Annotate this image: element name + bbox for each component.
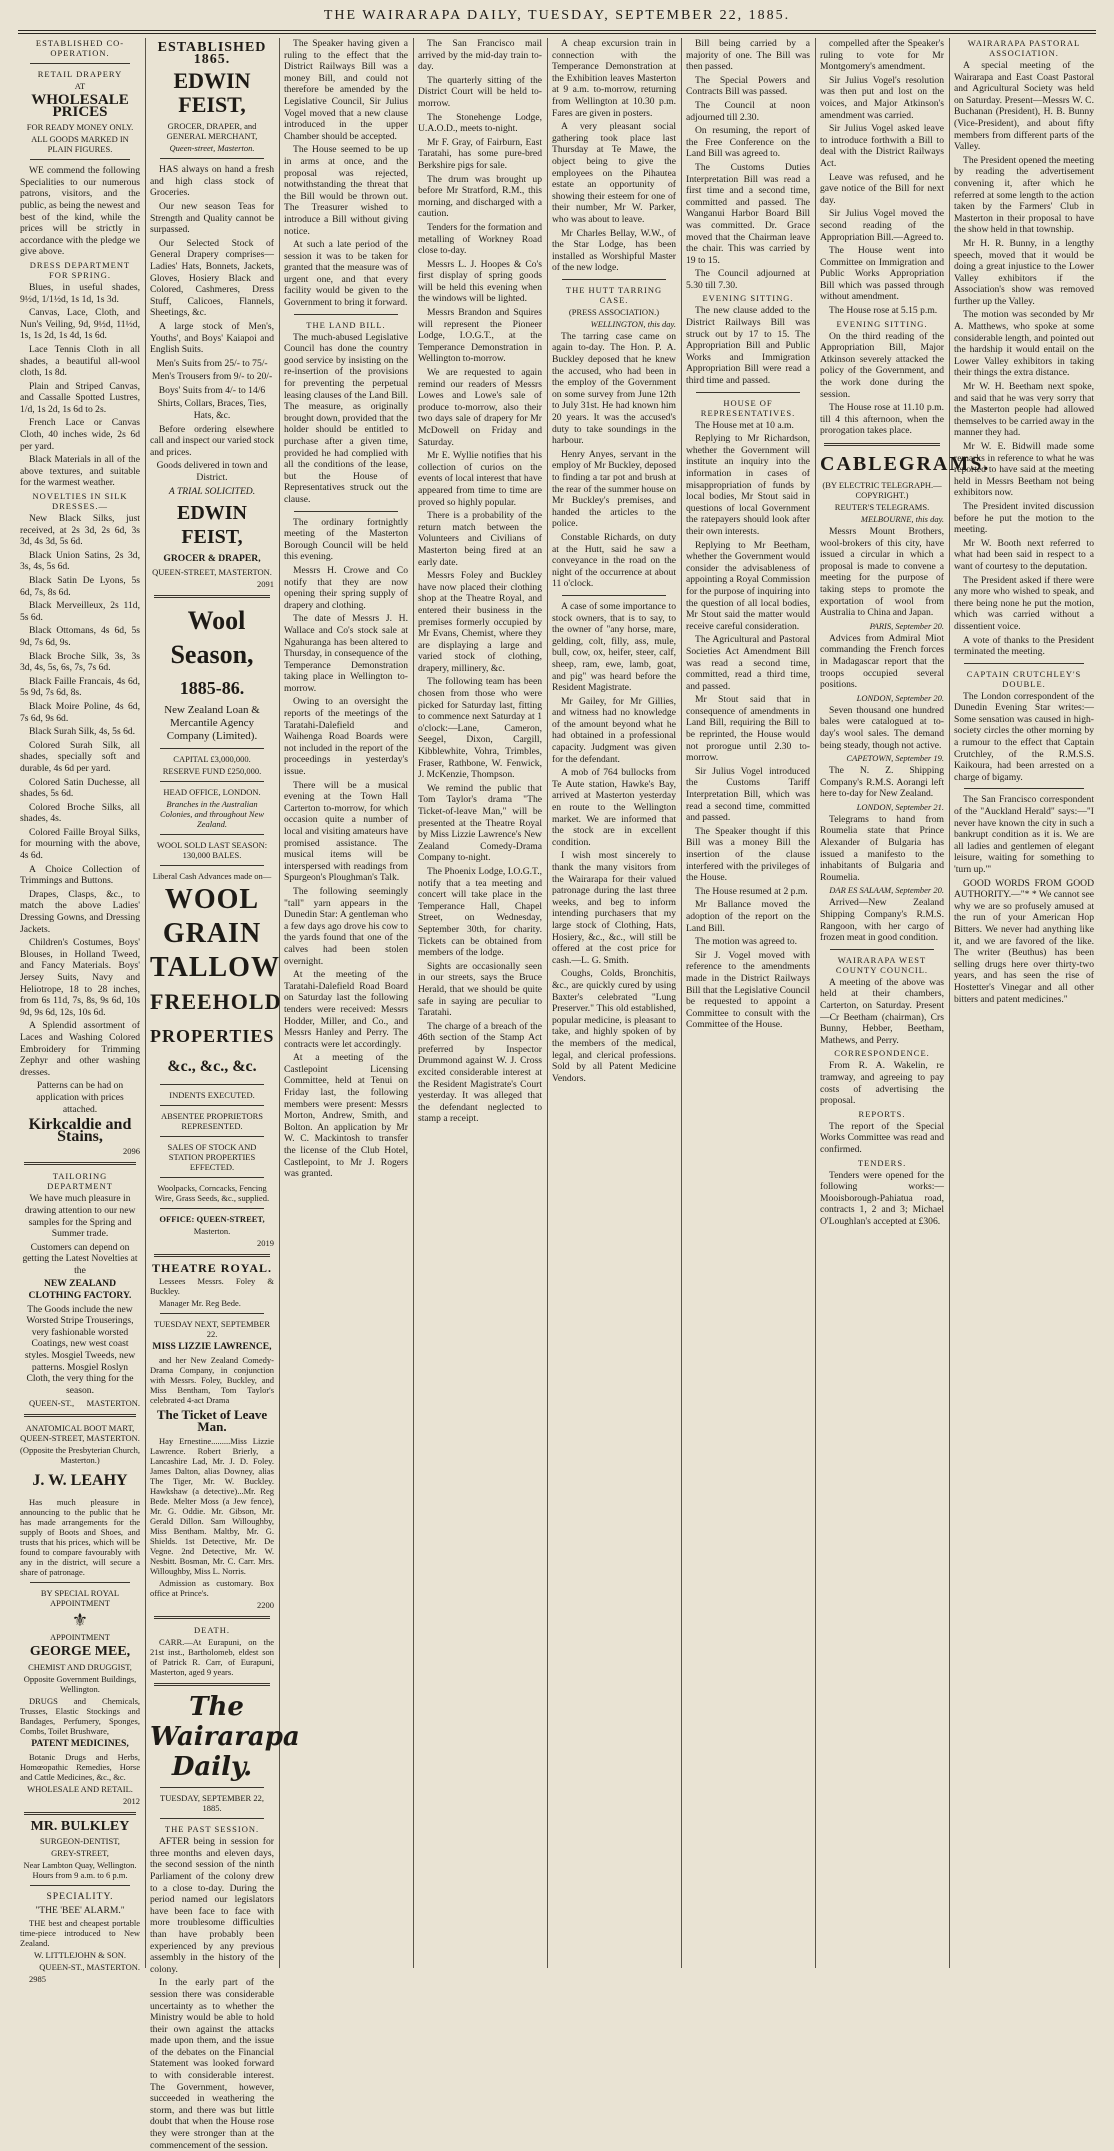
paragraph: Black Satin De Lyons, 5s 6d, 7s, 8s 6d. (20, 575, 140, 598)
column-3 (284, 38, 408, 1968)
masthead-rule-lower (18, 33, 1096, 34)
season-years: 1885-86. (179, 677, 245, 698)
paragraph: The President invited discussion before he put the motion to the meeting. (954, 500, 1094, 536)
paragraph: The President asked if there were any more who wished to speak, and there being none he put the motion, which was carried without a dissentient voice. (954, 574, 1094, 632)
paragraph: A Choice Collection of Trimmings and Buttons. (20, 863, 140, 887)
paragraph: New Black Silks, just received, at 2s 3d, 2s 6d, 3s 3d, 4s 3d, 5s 6d. (20, 513, 140, 548)
paragraph: AFTER being in session for three months and eleven days, the second session of the ninth Parliament of the colony drew to a close to-day. During the period named our legislators have been face to face with more troublesome difficulties than have probably been experienced by any previous assembly in the history of the colony. (150, 1836, 274, 1975)
paragraph: Colored Surah Silk, all shades, specially soft and durable, 4s 6d per yard. (20, 739, 140, 774)
paragraph: At the meeting of the Taratahi-Dalefield Road Board on Saturday last the following tenders were received: Messrs Hodder, Miller, and Co., and Messrs Hanley and Perry. The contracts were let accordingly. (284, 969, 408, 1050)
text: CHEMIST AND DRUGGIST, (28, 1662, 132, 1672)
dateline: MELBOURNE, this day. (860, 514, 944, 524)
text: (PRESS ASSOCIATION.) (568, 306, 660, 317)
paragraph: Drapes, Clasps, &c., to match the above Ladies' Dressing Gowns, and Dressing Jackets. (20, 888, 140, 935)
anatomical-heading: ANATOMICAL BOOT MART, QUEEN-STREET, MASTERTON. (20, 1423, 140, 1444)
text: TUESDAY NEXT, SEPTEMBER 22. (153, 1319, 271, 1340)
paragraph: The date of Messrs J. H. Wallace and Co's stock sale at Ngahuranga has been altered to Thursday, in consequence of the Temperance Demonstration taking place in Wellington to-morrow. (284, 613, 408, 694)
text: HEAD OFFICE, LONDON. (163, 786, 261, 797)
dateline: DAR ES SALAAM, September 20. (829, 885, 944, 896)
paragraph: Our new season Teas for Strength and Quality cannot be surpassed. (150, 200, 274, 236)
paragraph: The House rose at 5.15 p.m. (829, 305, 938, 317)
paragraph: The Council adjourned at 5.30 till 7.30. (686, 268, 810, 291)
paragraph: A large stock of Men's, Youths', and Boys' Kaiapoi and English Suits. (150, 320, 274, 356)
paragraph: Blues, in useful shades, 9½d, 1/1½d, 1s 1d, 1s 3d. (20, 281, 140, 305)
text: (BY ELECTRIC TELEGRAPH.—COPYRIGHT.) (822, 480, 942, 500)
address: QUEEN-ST., MASTERTON. (29, 1398, 140, 1409)
office-text: OFFICE: QUEEN-STREET, (159, 1213, 265, 1224)
text: Liberal Cash Advances made on— (152, 870, 272, 881)
text: WHOLESALE AND RETAIL. (27, 1783, 133, 1794)
column-7 (820, 38, 991, 1968)
text: SALES OF STOCK AND STATION PROPERTIES EFFECTED. (167, 1141, 257, 1172)
paragraph: Mr Ballance moved the adoption of the report on the Land Bill. (686, 899, 810, 934)
text: QUEEN-ST., MASTERTON. (39, 1962, 140, 1973)
paragraph: The House resumed at 2 p.m. (695, 885, 808, 897)
ticket-heading: The Ticket of Leave Man. (156, 1407, 268, 1434)
wool-season-heading: Wool Season, (170, 605, 254, 669)
factory-heading: NEW ZEALAND CLOTHING FACTORY. (28, 1278, 132, 1302)
paragraph: Mr Charles Bellay, W.W., of the Star Lodge, has been installed as Worshipful Master of the new lodge. (552, 227, 676, 274)
text: WOOL SOLD LAST SEASON: 130,000 BALES. (156, 839, 268, 860)
paragraph: A special meeting of the Wairarapa and East Coast Pastoral and Agricultural Society was held on Saturday. Present—Messrs W. C. Buchanan (President), H. B. Bunny (Vice-President), and about fifty members from different parts of the Valley. (954, 60, 1094, 153)
text: Manager Mr. Reg Bede. (159, 1298, 241, 1309)
paragraph: Advices from Admiral Miot commanding the French forces in Madagascar report that the troops occupied several positions. (820, 632, 944, 691)
paragraph: A case of some importance to stock owners, that is to say, to the owner of "any horse, mare, gelding, colt, filly, ass, mule, bull, cow, ox, heifer, steer, calf, sheep, ram, ewe, lamb, goat, and pig" was heard before the Resident Magistrate. (552, 600, 676, 694)
paragraph: Lace Tennis Cloth in all shades, a beautiful all-wool cloth, 1s 8d. (20, 343, 140, 379)
column-6 (686, 38, 810, 1968)
paragraph: Tenders were opened for the following works:—Mooisborough-Pahiatua road, contracts 1, 2 and 3; Michael O'Loughlan's accepted at £306. (820, 1169, 944, 1227)
paragraph: The House seemed to be up in arms at once, and the proposal was rejected, notwithstanding the threat that the Bill would be thrown out. The Treasurer wished to introduce a Bill without giving notice. (284, 144, 408, 237)
paragraph: We have much pleasure in drawing attention to our new samples for the Spring and Summer trade. (24, 1193, 136, 1240)
paragraph: Mr W. Booth next referred to what had been said in respect to a want of courtesy to the deputation. (954, 537, 1094, 572)
paragraph: Mr W. H. Beetham next spoke, and said that he was very sorry that the Masterton people had allowed themselves to be carried away in the manner they had. (954, 381, 1094, 439)
text: Masterton. (193, 1225, 231, 1236)
paragraph: A Splendid assortment of Laces and Washing Colored Embroidery for Trimming Zephyr and other washing dresses. (20, 1020, 140, 1078)
text: Branches in the Australian Colonies, and throughout New Zealand. (159, 798, 265, 829)
paragraph: Sir Julius Vogel moved the second reading of the Appropriation Bill.—Agreed to. (820, 208, 944, 243)
tallow-word: TALLOW (150, 951, 280, 983)
text: CAPITAL £3,000,000. (173, 753, 251, 764)
edwin-feist-footer: EDWIN FEIST, (176, 502, 247, 549)
text: Queen-street, Masterton. (169, 143, 255, 154)
text: WELLINGTON, this day. (590, 318, 676, 329)
established-heading: ESTABLISHED 1865. (157, 40, 267, 67)
text: SURGEON-DENTIST, (40, 1836, 120, 1847)
price-line: Men's Trousers from 9/- to 20/- (151, 371, 273, 383)
paragraph: The House met at 10 a.m. (695, 419, 794, 431)
paragraph: The House went into Committee on Immigration and Public Works Appropriation Bill which was passed through without amendment. (820, 245, 944, 303)
text: ALL GOODS MARKED IN PLAIN FIGURES. (31, 134, 129, 155)
dateline: CAPETOWN, September 19. (846, 753, 944, 764)
cablegrams-heading: CABLEGRAMS. (820, 453, 991, 475)
theatre-heading: THEATRE ROYAL. (151, 1260, 273, 1275)
special-appointment: BY SPECIAL ROYAL APPOINTMENT (40, 1588, 120, 1609)
paragraph: Black Materials in all of the above textures, and suitable for the warmest weather. (20, 454, 140, 489)
george-mee-heading: GEORGE MEE, (29, 1644, 131, 1660)
paragraph: Children's Costumes, Boys' Blouses, in Holland Tweed, and Fancy Materials. Boys' Jersey Suits, Navy and Heliotrope, 18 to 28 inches, from 6s 11d, 7s, 8s, 9s 6d, 10s 9d, 9s 6d, 12s, 10s 6d. (20, 937, 140, 1018)
paragraph: WE commend the following Specialities to our numerous patrons, visitors, and the public, as being the newest and best of the kind, while the prices will be strictly in accordance with the pledge we give above. (20, 165, 140, 258)
paragraph: Replying to Mr Beetham, whether the Government would consider the advisableness of appointing a Royal Commission for the purpose of inquiring into the question of all local bodies, Mr Stout said the matter would receive careful consideration. (686, 539, 810, 632)
paragraph: HAS always on hand a fresh and high class stock of Groceries. (150, 164, 274, 199)
wairarapa-daily-title: The Wairarapa Daily. (150, 1692, 300, 1783)
paragraph: CARR.—At Eurapuni, on the 21st inst., Bartholomeb, eldest son of Patrick R. Carr, of Eurapuni, Masterton, aged 9 years. (150, 1637, 274, 1678)
paragraph: Plain and Striped Canvas, and Cassalle Spotted Lustres, 1/d, 1s 2d, 1s 6d to 2s. (20, 380, 140, 415)
paragraph: Sir J. Vogel moved with reference to the amendments made in the District Railways Bill that the Legislative Council be requested to appoint a Committee to consult with the Committee of the House. (686, 949, 810, 1031)
paragraph: At such a late period of the session it was to be taken for granted that the measure was of urgent one, and that every facility would be given to the Government to bring it forward. (284, 239, 408, 309)
paragraph: There is a probability of the return match between the Volunteers and Civilians of Masterton being fired at an early date. (418, 510, 542, 568)
paragraph: Leave was refused, and he gave notice of the Bill for next day. (820, 171, 944, 206)
paragraph: Customers can depend on getting the Latest Novelties at the (22, 1241, 138, 1276)
paragraph: compelled after the Speaker's ruling to vote for Mr Montgomery's amendment. (820, 38, 944, 73)
paragraph: Sir Julius Vogel asked leave to introduce forthwith a Bill to deal with the District Railways Act. (820, 123, 944, 169)
price-line: Men's Suits from 25/- to 75/- (156, 357, 268, 369)
paragraph: I wish most sincerely to thank the many visitors from the Wairarapa for their valued patronage during the last three weeks, and beg to inform intending purchasers that my large stock of Clothing, Hats, Hosiery, &c., &c., will still be offered at the cost price for cash.—L. G. Smith. (552, 850, 676, 966)
heading: RETAIL DRAPERY (37, 69, 123, 79)
text: Admission as customary. Box office at Prince's. (150, 1578, 274, 1599)
paragraph: In the early part of the session there was considerable uncertainty as to whether the Ministry would be able to hold their own against the attacks made upon them, and the issue of the debates on the Financial Statement was looked forward to with considerable interest. The Government, however, succeeded in weathering the storm, and there was but little doubt that when the House rose they were stronger than at the commencement of the session. (150, 1977, 274, 2151)
bulkley-heading: MR. BULKLEY (30, 1818, 130, 1834)
evening-heading: EVENING SITTING. (702, 293, 794, 304)
text: (Opposite the Presbyterian Church, Masterton.) (20, 1445, 140, 1466)
column-rule (815, 38, 816, 1968)
paragraph: Black Merveilleux, 2s 11d, 5s 6d. (20, 600, 140, 623)
evening-heading: EVENING SITTING. (836, 318, 928, 329)
paragraph: Botanic Drugs and Herbs, Homœopathic Remedies, Horse and Cattle Medicines, &c., &c. (20, 1751, 140, 1782)
tailoring-heading: TAILORING DEPARTMENT (47, 1171, 113, 1192)
column-rule (681, 38, 682, 1968)
paragraph: Black Broche Silk, 3s, 3s 3d, 4s, 5s, 6s, 7s, 7s 6d. (20, 650, 140, 674)
text: GROCER & DRAPER, (163, 553, 261, 565)
paragraph: The Speaker thought if this Bill was a money Bill the insertion of the clause interfered with the privileges of the House. (686, 825, 810, 884)
text: ABSENTEE PROPRIETORS REPRESENTED. (160, 1110, 264, 1131)
text: Near Lambton Quay, Wellington. Hours from 9 a.m. to 6 p.m. (23, 1860, 137, 1881)
trial-text: A TRIAL SOLICITED. (168, 485, 256, 497)
freehold-word: FREEHOLD (150, 988, 282, 1014)
paragraph: On the third reading of the Appropriation Bill, Major Atkinson severely attacked the policy of the Government, and the work done during the session. (820, 330, 944, 400)
paragraph: Telegrams to hand from Roumelia state that Prince Alexander of Bulgaria has issued a manifesto to the inhabitants of Bulgaria and Roumelia. (820, 813, 944, 883)
alarm-heading: "THE 'BEE' ALARM." (35, 1904, 125, 1916)
text: REUTER'S TELEGRAMS. (834, 502, 930, 512)
column-5 (552, 38, 676, 1968)
paragraph: A meeting of the above was held at their chambers, Carterton, on Saturday. Present—Cr Beetham (chairman), Crs Bunny, Hebber, Beetham, Mathews, and Perry. (820, 976, 944, 1046)
paragraph: At a meeting of the Castlepoint Licensing Committee, held at Tenui on Friday last, the following members were present: Messrs Morton, Andrew, Smith, and Bolton. An application by Mr W. C. Mackintosh to transfer the license of the Club Hotel, Castlepoint, to Mr J. Rogers was granted. (284, 1052, 408, 1180)
paragraph: Mr W. E. Bidwill made some remarks in reference to what he was reported to have said at the meeting held in Messrs Beetham not being exhibitors now. (954, 441, 1094, 499)
cast-list: Hay Ernestine.........Miss Lizzie Lawrence. Robert Brierly, a Lancashire Lad, Mr. J. D. Foley. James Dalton, alias Downey, alias The Tiger, Mr. W. Buckley. Hawkshaw (a detective)...Mr. Reg Bede. Melter Moss (a Jew fence), Mr. G. Oddie. Mr. Gibson, Mr. Gerald Dillon. Sam Willoughby, Miss Bentham. Maltby, Mr. G. Shields. 1st Detective, Mr. De Vegne. 2nd Detective, Mr. W. Nesbitt. Bosman, Mr. C. Carr. Mrs. Willoughby, Miss L. Norris. (150, 1436, 274, 1577)
price-line: Boys' Suits from 4/- to 14/6 (158, 384, 266, 396)
paragraph: Sights are occasionally seen in our streets, says the Bruce Herald, that we should be quite safe in saying are peculiar to Taratahi. (418, 960, 542, 1019)
reports-heading: REPORTS. (858, 1108, 906, 1119)
paragraph: Arrived—New Zealand Shipping Company's R.M.S. Rangoon, with her cargo of frozen meat in good condition. (820, 897, 944, 944)
paragraph: There will be a musical evening at the Town Hall Carterton to-morrow, for which occasion quite a number of local and visiting amateurs have promised assistance. The musical items will be interspersed with readings from Spurgeon's Ploughman's Talk. (284, 779, 408, 884)
paragraph: The Speaker having given a ruling to the effect that the District Railways Bill was a money Bill, and could not therefore be amended by the Legislative Council, Sir Julius Vogel moved that a new clause introduced in the upper Chamber should be accepted. (284, 38, 408, 142)
paragraph: The motion was seconded by Mr A. Matthews, who spoke at some considerable length, and pointed out the hardship it would entail on the Lower Valley exhibitors in taking their things the extra distance. (954, 309, 1094, 379)
paragraph: Mr Gailey, for Mr Gillies, and witness had no knowledge of the amount beyond what he had obtained in a professional capacity. Judgment was given for the defendant. (552, 695, 676, 765)
masthead-rule (18, 30, 1096, 31)
paragraph: French Lace or Canvas Cloth, 40 inches wide, 2s 6d per yard. (20, 417, 140, 452)
paragraph: GOOD WORDS FROM GOOD AUTHORITY.—"* * We cannot see why we are so profusely amused at the run of your American Hop Bitters. We never had anything like it, and we are favored of the like. The writer (Beuthus) has been selling drugs here over thirty-two years, and has seen the rise of Hostetter's Vinegar and all other bitters and patent medicines." (954, 877, 1095, 1005)
dateline: LONDON, September 20. (856, 692, 944, 703)
paragraph: Colored Faille Broyal Silks, for mourning with the above, 4s 6d. (20, 826, 140, 862)
etcetera: &c., &c., &c. (167, 1057, 257, 1075)
paragraph: We remind the public that Tom Taylor's drama "The Ticket-of-leave Man," will be presented at the Theatre Royal by Miss Lizzie Lawrence's New Zealand Comedy-Drama Company to-night. (418, 782, 542, 864)
paragraph: Patterns can be had on application with prices attached. (36, 1080, 124, 1115)
column-1 (20, 38, 140, 1985)
text: TUESDAY, SEPTEMBER 22, 1885. (160, 1793, 264, 1814)
paragraph: The drum was brought up before Mr Stratford, R.M., this morning, and discharged with a caution. (418, 173, 542, 220)
paragraph: A very pleasant social gathering took place last Thursday at Te Mawe, the object being to give the employees on the Pihautea estate an opportunity of showing their esteem for one of their number, Mr W. Parker, who was about to leave. (552, 121, 676, 225)
column-rule (413, 38, 414, 1968)
ad-number: 2985 (29, 1974, 46, 1985)
ad-number: 2091 (257, 578, 274, 589)
column-rule (145, 38, 146, 1968)
paragraph: The San Francisco correspondent of the "Auckland Herald" says:—"I never have known the city in such a bankrupt condition as it is. We are all ladies and gentlemen of elegant leisure, waiting for something to 'turn up.'" (954, 794, 1094, 875)
house-heading: HOUSE OF REPRESENTATIVES. (700, 397, 796, 418)
paragraph: Sir Julius Vogel introduced the Customs Tariff Interpretation Bill, which was read a second time, committed and passed. (686, 765, 810, 824)
column-rule (949, 38, 950, 1968)
paragraph: The Agricultural and Pastoral Societies Act Amendment Bill was read a second time, committed, read a third time, and passed. (686, 634, 810, 692)
wool-word: WOOL (164, 883, 260, 915)
edwin-feist-heading: EDWIN FEIST, (173, 68, 251, 118)
paragraph: Has much pleasure in announcing to the public that he has made arrangements for the supply of Boots and Shoes, and trusts that his prices, which will be found to compare favourably with any in the district, will secure a share of patronage. (20, 1497, 140, 1578)
paragraph: The following seemingly "tall" yarn appears in the Dunedin Star: A gentleman who a few days ago drove his cow to the yards found that one of the calves had been stolen overnight. (284, 885, 408, 967)
paragraph: DRUGS and Chemicals, Trusses, Elastic Stockings and Bandages, Perfumery, Sponges, Combs, Toilet Brushware, (20, 1696, 140, 1736)
paragraph: The much-abused Legislative Council has done the country good service by insisting on the re-insertion of the provisions for preventing the perpetual leasing clauses of the Land Bill. The measure, as originally brought down, provided that the holder should be entitled to purchase after a given time, provided he had complied with all the conditions of the lease, but the House of Representatives struck out the clause. (284, 331, 408, 505)
land-bill-heading: THE LAND BILL. (306, 319, 386, 330)
text: Woolpacks, Corncacks, Fencing Wire, Grass Seeds, &c., supplied. (154, 1182, 270, 1203)
nzla-heading: New Zealand Loan & Mercantile Agency Company (Limited). (164, 703, 260, 742)
paragraph: Black Faille Francais, 4s 6d, 5s 9d, 7s 6d, 8s. (20, 675, 140, 699)
text: Opposite Government Buildings, Wellington. (23, 1674, 137, 1694)
paragraph: Mr Stout said that in consequence of amendments in Land Bill, requiring the Bill to be reprinted, the House would not prorogue until 2.30 to-morrow. (686, 694, 810, 764)
paragraph: A vote of thanks to the President terminated the meeting. (954, 634, 1094, 658)
paragraph: Colored Satin Duchesse, all shades, 5s 6d. (20, 776, 140, 800)
paragraph: The House rose at 11.10 p.m. till 4 this afternoon, when the prorogation takes place. (820, 402, 944, 437)
paragraph: The ordinary fortnightly meeting of the Masterton Borough Council will be held this evening. (284, 516, 408, 563)
paragraph: Messrs Foley and Buckley have now placed their clothing shop at the Theatre Royal, and entered their business in the premises formerly occupied by Mr Evans, Chemist, where they are displaying a large and varied stock of clothing, drapery, millinery, &c. (418, 570, 542, 674)
paragraph: Tenders for the formation and metalling of Workney Road close to-day. (418, 221, 542, 257)
paragraph: The quarterly sitting of the District Court will be held to-morrow. (418, 74, 542, 109)
masthead: THE WAIRARAPA DAILY, TUESDAY, SEPTEMBER 22, 1885. (323, 8, 791, 23)
paragraph: Bill being carried by a majority of one. The Bill was then passed. (686, 38, 810, 73)
section-heading: DRESS DEPARTMENT FOR SPRING. (29, 259, 131, 280)
grain-word: GRAIN (162, 917, 262, 949)
text: INDENTS EXECUTED. (169, 1089, 255, 1100)
paragraph: The N. Z. Shipping Company's R.M.S. Aorangi left here to-day for New Zealand. (820, 765, 944, 800)
paragraph: The Goods include the new Worsted Stripe Trouserings, very fashionable worsted Coatings, new west coast styles. Mosgiel Tweeds, new patterns. Mosgiel Roslyn Cloth, the very thing for the season. (24, 1303, 136, 1396)
paragraph: The Stonehenge Lodge, U.A.O.D., meets to-night. (418, 111, 542, 135)
ad-number: 2200 (257, 1600, 274, 1611)
paragraph: A mob of 764 bullocks from Te Aute station, Hawke's Bay, arrived at Masterton yesterday en route to the Wellington market. We are informed that the stock are in excellent condition. (552, 767, 676, 848)
paragraph: On resuming, the report of the Free Conference on the Land Bill was agreed to. (686, 125, 810, 160)
paragraph: A cheap excursion train in connection with the Temperance Demonstration at the Exhibition leaves Masterton at 9 a.m. to-morrow, returning from Wellington at 10.30 p.m. Fares are given in posters. (552, 38, 676, 119)
paragraph: Messrs Brandon and Squires will represent the Pioneer Lodge, I.O.G.T., at the Temperance Demonstration in Wellington to-morrow. (418, 307, 542, 365)
heading: ESTABLISHED CO-OPERATION. (35, 38, 125, 58)
paragraph: The President opened the meeting by reading the advertisement convening it, after which he referred at some length to the action taken by the Farmers' Club in Masterton in their proposal to have the show held in that township. (954, 154, 1094, 236)
wholesale-heading: WHOLESALE PRICES (31, 92, 129, 120)
paragraph: The Phoenix Lodge, I.O.G.T., notify that a tea meeting and concert will take place in the Temperance Hall, Chapel Street, on Wednesday, September 30th, for charity. Tickets can be obtained from members of the lodge. (418, 865, 542, 959)
paragraph: Messrs H. Crowe and Co notify that they are now opening their spring supply of drapery and clothing. (284, 564, 408, 611)
patent-heading: PATENT MEDICINES, (31, 1738, 129, 1749)
paragraph: Colored Broche Silks, all shades, 4s. (20, 801, 140, 825)
paragraph: Replying to Mr Richardson, whether the Government will institute an inquiry into the information in cases of misappropriation of funds by local bodies, Mr Stout said in questions of local Government the ratepayers should look after their own interests. (686, 433, 810, 537)
miss-lawrence: MISS LIZZIE LAWRENCE, (152, 1341, 272, 1353)
text: W. LITTLEJOHN & SON. (34, 1950, 126, 1961)
paragraph: Black Ottomans, 4s 6d, 5s 9d, 7s 6d, 9s. (20, 625, 140, 648)
text: AT (74, 81, 86, 91)
paragraph: Canvas, Lace, Cloth, and Nun's Veiling, 9d, 9½d, 11½d, 1s, 1s 2d, 1s 4d, 1s 6d. (20, 307, 140, 342)
paragraph: Mr E. Wyllie notifies that his collection of curios on the events of local interest that have appeared from time to time are proved so highly popular. (418, 450, 542, 508)
paragraph: Black Surah Silk, 4s, 5s 6d. (29, 726, 136, 738)
paragraph: Mr H. R. Bunny, in a lengthy speech, moved that it would be doing a great injustice to the Lower Valley exhibitors if the Association's show was removed further up the Valley. (954, 237, 1094, 307)
paragraph: From R. A. Wakelin, re tramway, and agreeing to pay costs of advertising the proposal. (820, 1060, 944, 1107)
appointment: APPOINTMENT (50, 1632, 110, 1643)
paragraph: Messrs Mount Brothers, wool-brokers of this city, have issued a circular in which a proposal is made to convene a meeting for the purpose of taking steps to promote the exportation of wool from Australia to China and Japan. (820, 526, 944, 619)
paragraph: The Special Powers and Contracts Bill was passed. (686, 74, 810, 98)
dateline: PARIS, September 20. (869, 620, 944, 631)
ad-number: 2096 (123, 1146, 140, 1157)
paragraph: Seven thousand one hundred bales were catalogued at to-day's wool sales. The demand being steady, though not active. (820, 704, 944, 751)
paragraph: The San Francisco mail arrived by the mid-day train to-day. (418, 38, 542, 73)
paragraph: THE best and cheapest portable time-piece introduced to New Zealand. (20, 1918, 140, 1949)
kirkcaldie-heading: Kirkcaldie and Stains, (28, 1116, 132, 1145)
paragraph: The tarring case came on again to-day. The Hon. P. A. Buckley deposed that he knew the accused, who had been in the employ of the Government on some survey from June 12th to July 31st. He had known him 20 years. It was the accused's duty to take soundings in the harbour. (552, 330, 676, 447)
paragraph: Constable Richards, on duty at the Hutt, said he saw a conveyance in the road on the night of the occurrence at about 11 o'clock. (552, 531, 676, 590)
paragraph: The report of the Special Works Committee was read and confirmed. (820, 1120, 944, 1155)
paragraph: Mr F. Gray, of Fairburn, East Taratahi, has some pure-bred Berkshire pigs for sale. (418, 136, 542, 171)
paragraph: The new clause added to the District Railways Bill was struck out by 17 to 15. The Appropriation Bill and Public Works and Immigration Appropriation Bill were read a third time and passed. (686, 305, 810, 387)
paragraph: The motion was agreed to. (695, 936, 798, 948)
paragraph: We are requested to again remind our readers of Messrs Lowes and Lowe's sale of produce to-morrow, also their two days sale of drapery for Mr McDowell on Friday and Saturday. (418, 367, 542, 448)
speciality-heading: SPECIALITY. (46, 1891, 114, 1903)
text: QUEEN-STREET, MASTERTON. (152, 566, 272, 577)
paragraph: Henry Anyes, servant in the employ of Mr Buckley, deposed to finding a tar pot and brush at the rear of the summer house on Mr Buckley's premises, and handed the articles to the police. (552, 448, 676, 530)
text: RESERVE FUND £250,000. (162, 765, 262, 776)
text: FOR READY MONEY ONLY. (26, 122, 134, 133)
section-heading: NOVELTIES IN SILK DRESSES.— (32, 491, 128, 512)
paragraph: Before ordering elsewhere call and inspect our varied stock and prices. (150, 423, 274, 458)
paragraph: Goods delivered in town and District. (156, 460, 268, 484)
paragraph: The Customs Duties Interpretation Bill was read a first time and a second time, committed and passed. The Wanganui Harbor Board Bill was committed. Dr. Grace moved that the Chairman leave the chair. This was carried by 19 to 15. (686, 161, 810, 266)
text: GROCER, DRAPER, and GENERAL MERCHANT, (166, 121, 258, 142)
paragraph: Black Moire Poline, 4s 6d, 7s 6d, 9s 6d. (20, 700, 140, 724)
properties-word: PROPERTIES (150, 1025, 275, 1046)
price-line: Shirts, Collars, Braces, Ties, Hats, &c. (157, 398, 267, 422)
paragraph: Coughs, Colds, Bronchitis, &c., are quickly cured by using Baxter's celebrated "Lung Preserver." This old established, popular medicine, is pleasant to take, and highly spoken of by the members of the medical, legal, and clerical professions. Sold by all Patent Medicine Vendors. (552, 968, 676, 1084)
dateline: LONDON, September 21. (856, 801, 944, 812)
ad-number: 2019 (257, 1237, 274, 1248)
ad-number: 2012 (123, 1795, 140, 1806)
paragraph: The following team has been chosen from those who were picked for Saturday last, fitting to commence next Saturday at 1 o'clock:—Lane, Cameron, Seegel, Dixon, Cargill, Kibblewhite, Vohra, Trimbles, Fraser, Rathbone, W. Fenwick, J. McKenzie, Thompson. (418, 676, 542, 781)
county-council-heading: WAIRARAPA WEST COUNTY COUNCIL. (835, 954, 929, 975)
paragraph: Black Union Satins, 2s 3d, 3s, 4s, 5s 6d. (20, 549, 140, 573)
column-2 (150, 38, 300, 2151)
text: GREY-STREET, (51, 1848, 109, 1859)
column-8 (954, 38, 1094, 1968)
paragraph: and her New Zealand Comedy-Drama Company, in conjunction with Messrs. Foley, Buckley, and Miss Bentham, Tom Taylor's celebrated 4-act Drama (150, 1355, 274, 1405)
column-rule (547, 38, 548, 1968)
pastoral-heading: WAIRARAPA PASTORAL ASSOCIATION. (967, 38, 1081, 58)
correspondence-heading: CORRESPONDENCE. (834, 1048, 930, 1059)
crest-icon: ⚜ (71, 1610, 89, 1631)
paragraph: Our Selected Stock of General Drapery comprises—Ladies' Hats, Bonnets, Jackets, Gloves, Hosiery Black and Colored, Cashmeres, Dress Stuff, Calicoes, Flannels, Sheetings, &c. (150, 237, 274, 319)
paragraph: The London correspondent of the Dunedin Evening Star writes:—Some sensation was caused in high-society circles the other morning by a rumour to the effect that Captain Crutchley, of the R.M.S.S. Kaikoura, had been arrested on a charge of bigamy. (954, 690, 1094, 783)
column-4 (418, 38, 542, 1968)
past-session-heading: THE PAST SESSION. (164, 1824, 260, 1835)
paragraph: The charge of a breach of the 46th section of the Stamp Act preferred by Inspector Drummond against W. J. Cross excited considerable interest at the Resident Magistrate's Court yesterday. It was alleged that the defendant neglected to stamp a receipt. (418, 1020, 542, 1125)
crutchley-heading: CAPTAIN CRUTCHLEY'S DOUBLE. (966, 668, 1082, 689)
text: Lessees Messrs. Foley & Buckley. (150, 1276, 274, 1297)
paragraph: Sir Julius Vogel's resolution was then put and lost on the voices, and Major Atkinson's amendment was carried. (820, 74, 944, 121)
paragraph: The Council at noon adjourned till 2.30. (686, 99, 810, 123)
leahy-heading: J. W. LEAHY (32, 1472, 128, 1490)
death-heading: DEATH. (194, 1625, 230, 1636)
paragraph: Messrs L. J. Hoopes & Co's first display of spring goods will be held this evening when the windows will be lighted. (418, 258, 542, 305)
paragraph: Owing to an oversight the reports of the meetings of the Taratahi-Dalefield and Waihenga Road Boards were not included in the report of the proceedings in yesterday's issue. (284, 696, 408, 778)
hutt-heading: THE HUTT TARRING CASE. (565, 284, 663, 305)
tenders-heading: TENDERS. (857, 1157, 907, 1168)
